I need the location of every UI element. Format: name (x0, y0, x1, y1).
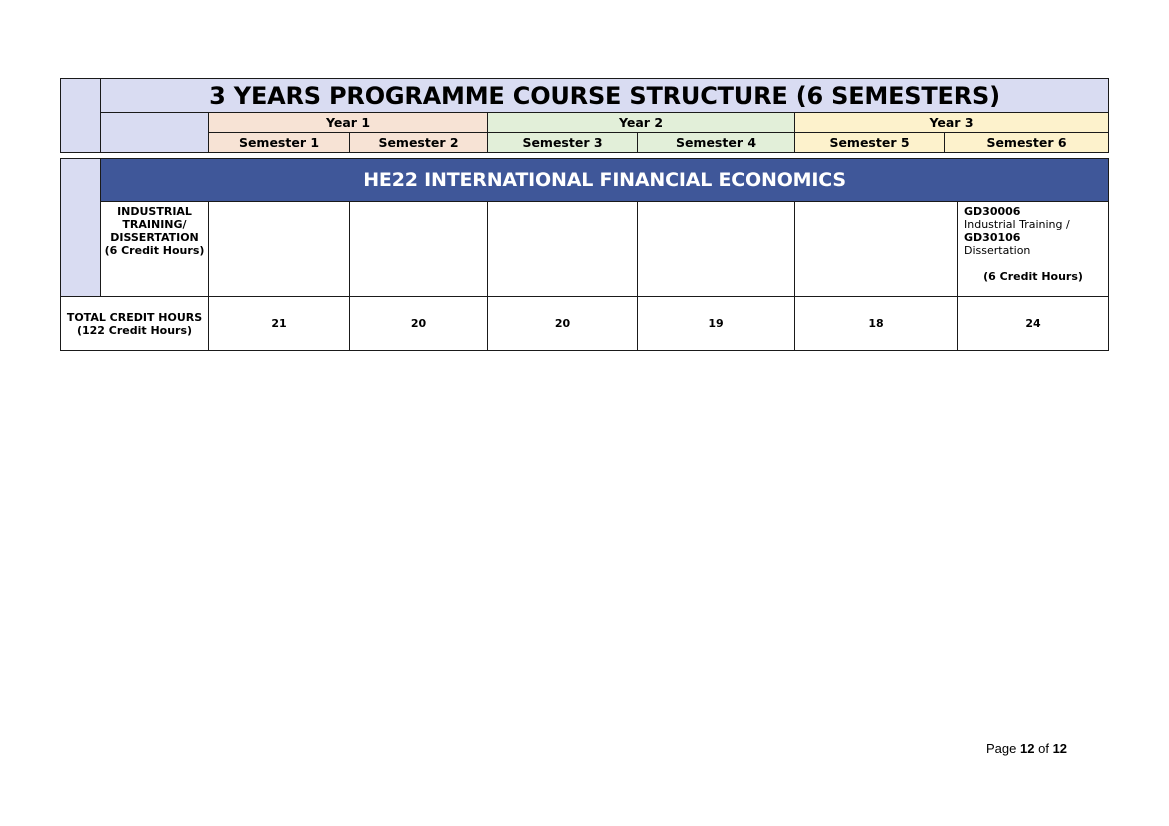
label-line: DISSERTATION (110, 231, 199, 244)
semester-4-header: Semester 4 (638, 133, 795, 153)
year-3-header: Year 3 (795, 113, 1109, 133)
label-line: TOTAL CREDIT HOURS (66, 310, 203, 324)
semester-6-header: Semester 6 (945, 133, 1109, 153)
label-line: (6 Credit Hours) (104, 244, 205, 257)
page-word: Page (986, 741, 1017, 756)
label-line: (122 Credit Hours) (76, 323, 193, 337)
total-pages: 12 (1052, 741, 1068, 756)
total-credit-hours-label (61, 297, 209, 351)
total-semester-3: 20 (488, 297, 638, 351)
semester-6-cell (958, 202, 1109, 297)
course-code: GD30106 (964, 231, 1021, 244)
total-semester-4: 19 (638, 297, 795, 351)
left-margin-cell (61, 159, 101, 297)
semester-4-cell (638, 202, 795, 297)
total-semester-5: 18 (795, 297, 958, 351)
left-margin-cell (61, 79, 101, 153)
semester-1-cell (209, 202, 350, 297)
course-structure-body (60, 158, 1109, 351)
semester-5-header: Semester 5 (795, 133, 945, 153)
industrial-training-label (101, 202, 209, 297)
credit-hours: (6 Credit Hours) (983, 270, 1083, 283)
course-name: Industrial Training / (964, 218, 1070, 231)
semester-3-cell (488, 202, 638, 297)
semester-3-header: Semester 3 (488, 133, 638, 153)
programme-title: HE22 INTERNATIONAL FINANCIAL ECONOMICS (101, 159, 1109, 202)
semester-2-cell (350, 202, 488, 297)
label-line: INDUSTRIAL (117, 205, 192, 218)
semester-1-header: Semester 1 (209, 133, 350, 153)
course-name: Dissertation (964, 244, 1031, 257)
total-semester-1: 21 (209, 297, 350, 351)
total-semester-6: 24 (958, 297, 1109, 351)
course-structure-header (60, 78, 1109, 153)
page-title: 3 YEARS PROGRAMME COURSE STRUCTURE (6 SEMESTERS) (101, 79, 1109, 113)
page-number (986, 741, 1067, 756)
current-page: 12 (1020, 741, 1035, 756)
semester-2-header: Semester 2 (350, 133, 488, 153)
label-line: TRAINING/ (122, 218, 187, 231)
header-blank-cell (101, 113, 209, 153)
course-code: GD30006 (964, 205, 1021, 218)
of-word: of (1038, 741, 1049, 756)
total-semester-2: 20 (350, 297, 488, 351)
year-2-header: Year 2 (488, 113, 795, 133)
year-1-header: Year 1 (209, 113, 488, 133)
semester-5-cell (795, 202, 958, 297)
